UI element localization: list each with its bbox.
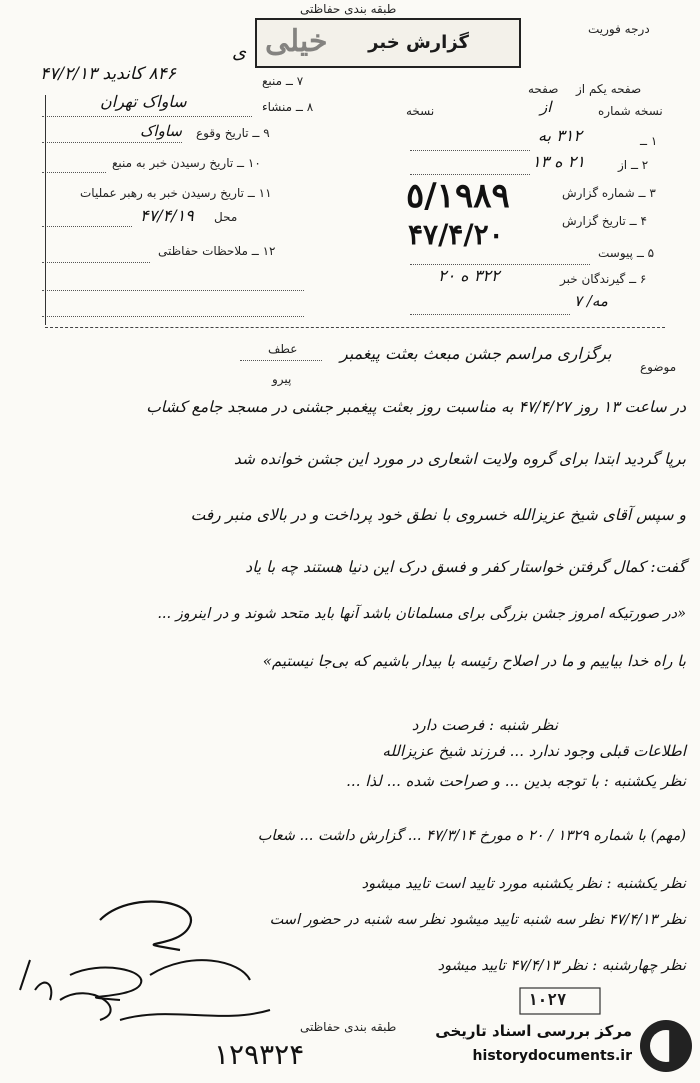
field-to: ۱ ــ: [640, 134, 658, 148]
footer-classification: طبقه بندی حفاظتی: [300, 1020, 397, 1034]
corner-mark: ی: [232, 42, 247, 63]
field-report-number: ۳ ــ شماره گزارش: [562, 186, 656, 200]
body-line-2: برپا گردید ابتدا برای گروه ولایت اشعاری در مورد این جشن خوانده شد: [233, 450, 686, 468]
report-number-value: ٥/١٩٨٩: [406, 176, 510, 216]
note-line-1: نظر یکشنبه : نظر یکشنبه مورد تایید است تایید میشود: [361, 876, 686, 892]
note-line-3: نظر چهارشنبه : نظر ۴۷/۴/۱۳ تایید میشود: [437, 958, 686, 974]
subject-value: برگزاری مراسم جشن مبعث بعثت پیغمبر: [340, 344, 612, 363]
column-divider: [45, 95, 46, 325]
field-origin-value: ساواک تهران: [100, 92, 187, 111]
field-from: ۲ ــ از: [618, 158, 649, 172]
body-line-7: نظر شنبه : فرصت دارد: [411, 716, 558, 734]
stamp-number: ۱۰۲۷: [528, 990, 567, 1009]
field-occurrence-value: ساواک: [140, 122, 182, 140]
stamp-secret-word: خیلی: [265, 24, 328, 59]
stamp-title: گزارش خبر: [368, 32, 469, 53]
field-recipients-value: ۳۲۲ ه ۲۰: [438, 266, 500, 285]
top-classification: طبقه بندی حفاظتی: [300, 2, 397, 16]
watermark-fa: مرکز بررسی اسناد تاریخی: [435, 1022, 632, 1040]
field-source: ۷ ــ منبع: [262, 74, 304, 88]
report-stamp: [255, 18, 521, 68]
field-origin: ۸ ــ منشاء: [262, 100, 314, 114]
body-line-8: اطلاعات قبلی وجود ندارد ... فرزند شیخ عزیزالله: [382, 742, 686, 760]
field-source-received-date: ۱۰ ــ تاریخ رسیدن خبر به منبع: [112, 156, 261, 170]
field-from-value: ۲۱ ه ۱۳: [532, 152, 585, 171]
watermark-en: historydocuments.ir: [472, 1048, 632, 1064]
body-line-6: با راه خدا بیاییم و ما در اصلاح رئیسه با بیدار باشیم که بی‌جا نیستیم»: [262, 652, 686, 670]
body-line-3: و سپس آقای شیخ عزیزالله خسروی با نطق خود پرداخت و در بالای منبر رفت: [190, 506, 686, 524]
subject-label: موضوع: [640, 360, 677, 374]
copy-of: از: [540, 98, 552, 116]
priority-label: درجه فوریت: [588, 22, 650, 36]
report-date-value: ۴۷/۴/۲۰: [408, 218, 504, 251]
body-line-10: (مهم) با شماره ۱۳۲۹ / ۲۰ ه مورخ ۴۷/۳/۱۴ ... گزارش داشت ... شعاب: [257, 828, 686, 844]
body-line-9: نظر یکشنبه : با توجه بدین ... و صراحت شده ... لذا ...: [346, 772, 686, 790]
field-operation-date-value: ۴۷/۴/۱۹: [140, 206, 194, 225]
field-attachment: ۵ ــ پیوست: [598, 246, 655, 260]
field-operation-received-date: ۱۱ ــ تاریخ رسیدن خبر به رهبر عملیات: [80, 186, 272, 200]
body-line-4: گفت: کمال گرفتن خواستار کفر و فسق درک این دنیا هستند چه با یاد: [245, 558, 686, 576]
copy-number-label: نسخه شماره: [598, 104, 663, 118]
field-security-notes: ۱۲ ــ ملاحظات حفاظتی: [158, 244, 276, 258]
page-of-label: صفحه یکم از: [576, 82, 642, 96]
section-divider: [45, 327, 665, 328]
field-occurrence-date: ۹ ــ تاریخ وقوع: [196, 126, 270, 140]
followup-label: پیرو: [272, 372, 292, 386]
field-recipients-value-2: مه/ ۷: [574, 292, 608, 310]
page-label: صفحه: [528, 82, 559, 96]
note-line-2: نظر ۴۷/۴/۱۳ نظر سه شنبه تایید میشود نظر سه شنبه در حضور است: [269, 912, 686, 928]
field-report-date: ۴ ــ تاریخ گزارش: [562, 214, 647, 228]
field-source-value: ۸۴۶ کاندید ۴۷/۲/۱۳: [40, 64, 176, 84]
watermark-logo-icon: [640, 1020, 692, 1072]
body-line-1: در ساعت ۱۳ روز ۴۷/۴/۲۷ به مناسبت روز بعثت پیغمبر جشنی در مسجد جامع کشاب: [146, 398, 686, 416]
copy-unit: نسخه: [406, 104, 435, 118]
archive-number: ۱۲۹۳۲۴: [214, 1038, 305, 1071]
watermark: [422, 1016, 692, 1078]
field-recipients: ۶ ــ گیرندگان خبر: [560, 272, 647, 286]
field-to-value: ۳۱۲ به: [538, 126, 582, 145]
reference-label: عطف: [268, 342, 298, 356]
body-line-5: «در صورتیکه امروز جشن بزرگی برای مسلمانان باشد آنها باید متحد شوند و در اینروز ...: [157, 606, 686, 622]
field-place-label: محل: [214, 210, 238, 224]
